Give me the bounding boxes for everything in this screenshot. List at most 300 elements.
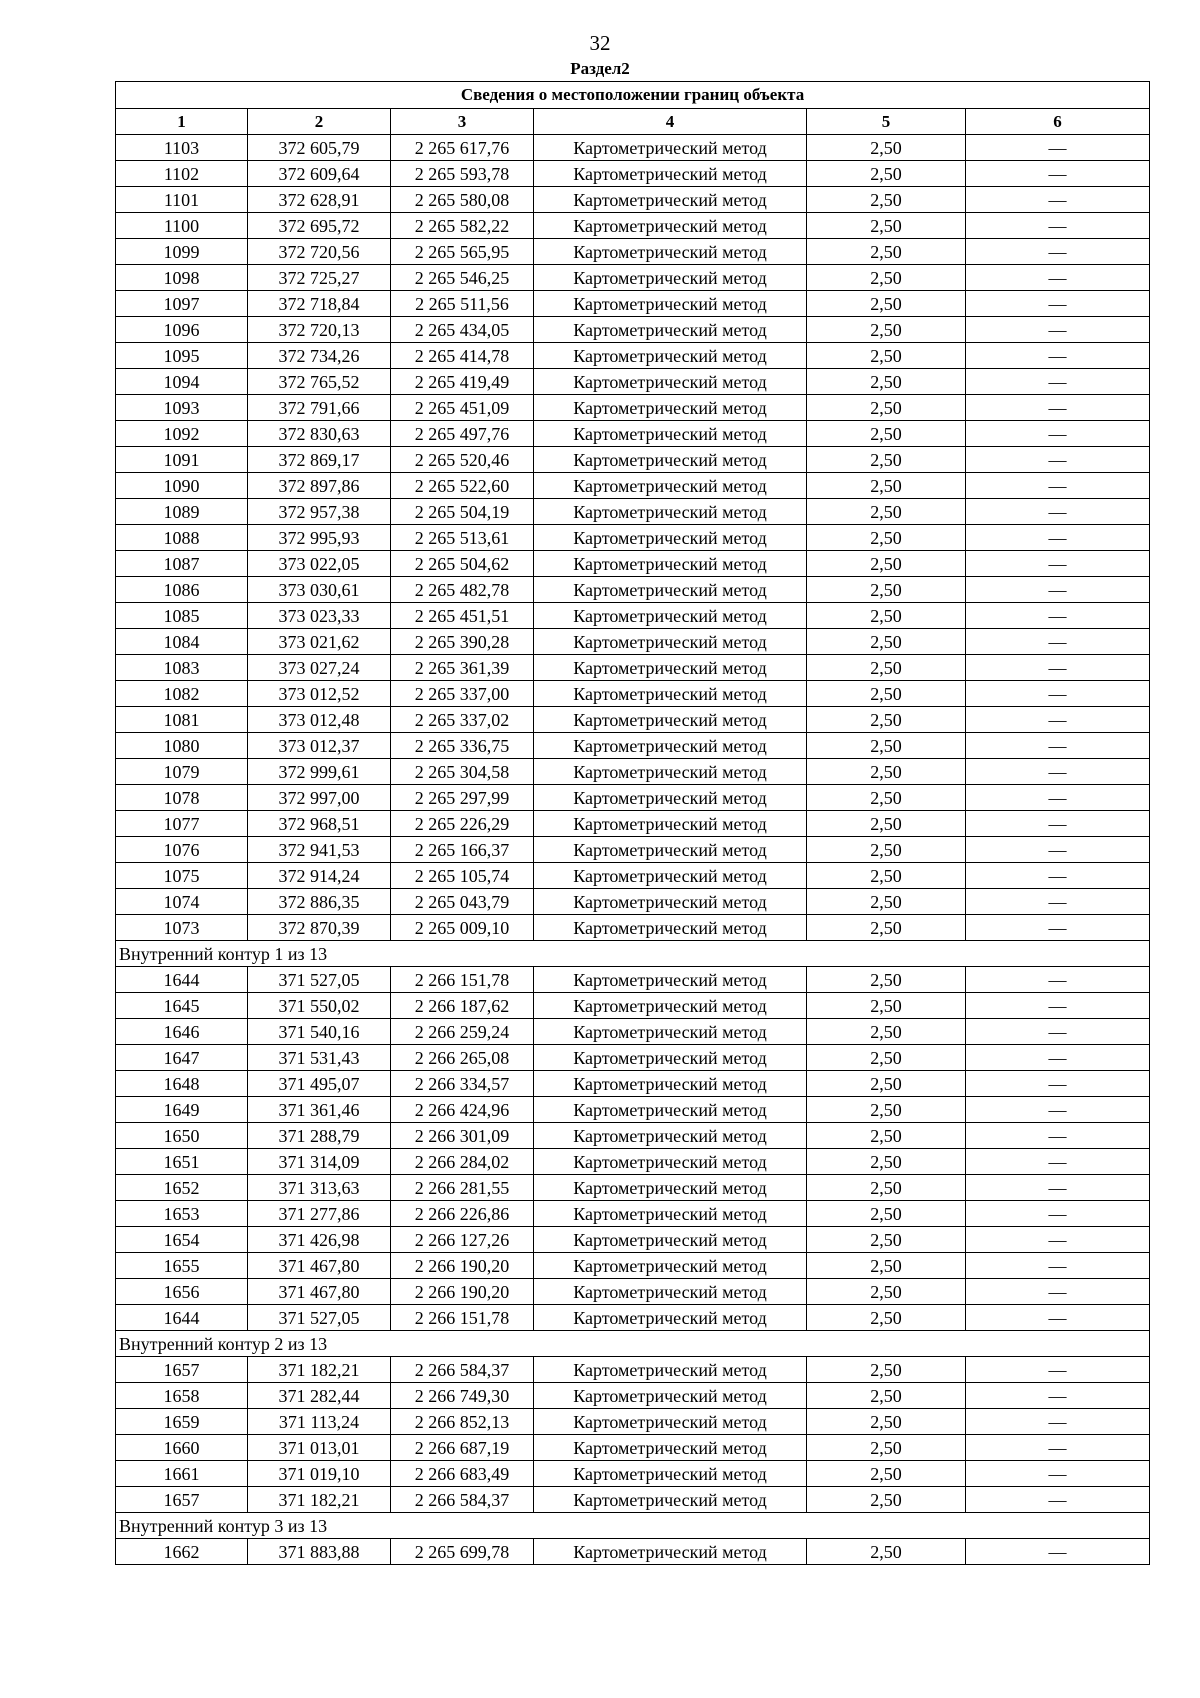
y-coordinate-cell: 2 266 683,49 [391,1461,534,1487]
column-header: 2 [248,109,391,135]
method-cell: Картометрический метод [534,681,807,707]
table-row [116,1409,1150,1435]
y-coordinate-cell: 2 265 414,78 [391,343,534,369]
table-row [116,1149,1150,1175]
point-number-cell: 1660 [116,1435,248,1461]
point-number-cell: 1088 [116,525,248,551]
description-cell: — [966,1071,1150,1097]
description-cell: — [966,993,1150,1019]
x-coordinate-cell: 371 467,80 [248,1279,391,1305]
method-cell: Картометрический метод [534,629,807,655]
table-row [116,759,1150,785]
table-row [116,733,1150,759]
point-number-cell: 1078 [116,785,248,811]
accuracy-cell: 2,50 [807,239,966,265]
x-coordinate-cell: 372 791,66 [248,395,391,421]
table-row [116,577,1150,603]
description-cell: — [966,213,1150,239]
table-row [116,1305,1150,1331]
description-cell: — [966,759,1150,785]
table-row [116,863,1150,889]
description-cell: — [966,967,1150,993]
point-number-cell: 1649 [116,1097,248,1123]
table-row [116,707,1150,733]
method-cell: Картометрический метод [534,707,807,733]
table-row [116,889,1150,915]
y-coordinate-cell: 2 265 593,78 [391,161,534,187]
method-cell: Картометрический метод [534,1227,807,1253]
x-coordinate-cell: 372 995,93 [248,525,391,551]
description-cell: — [966,1357,1150,1383]
description-cell: — [966,707,1150,733]
y-coordinate-cell: 2 266 334,57 [391,1071,534,1097]
point-number-cell: 1097 [116,291,248,317]
method-cell: Картометрический метод [534,473,807,499]
accuracy-cell: 2,50 [807,135,966,161]
accuracy-cell: 2,50 [807,1253,966,1279]
method-cell: Картометрический метод [534,1435,807,1461]
point-number-cell: 1091 [116,447,248,473]
description-cell: — [966,1383,1150,1409]
y-coordinate-cell: 2 265 504,19 [391,499,534,525]
method-cell: Картометрический метод [534,343,807,369]
description-cell: — [966,915,1150,941]
method-cell: Картометрический метод [534,915,807,941]
x-coordinate-cell: 371 277,86 [248,1201,391,1227]
table-row [116,1539,1150,1565]
description-cell: — [966,603,1150,629]
method-cell: Картометрический метод [534,1279,807,1305]
description-cell: — [966,629,1150,655]
y-coordinate-cell: 2 265 337,00 [391,681,534,707]
method-cell: Картометрический метод [534,265,807,291]
accuracy-cell: 2,50 [807,759,966,785]
method-cell: Картометрический метод [534,1123,807,1149]
y-coordinate-cell: 2 265 166,37 [391,837,534,863]
x-coordinate-cell: 371 361,46 [248,1097,391,1123]
y-coordinate-cell: 2 265 520,46 [391,447,534,473]
table-row [116,421,1150,447]
accuracy-cell: 2,50 [807,1045,966,1071]
method-cell: Картометрический метод [534,603,807,629]
x-coordinate-cell: 371 467,80 [248,1253,391,1279]
y-coordinate-cell: 2 266 687,19 [391,1435,534,1461]
point-number-cell: 1076 [116,837,248,863]
column-header-row [116,109,1150,135]
contour-label: Внутренний контур 1 из 13 [116,941,1150,967]
table-row [116,1045,1150,1071]
description-cell: — [966,343,1150,369]
contour-label: Внутренний контур 3 из 13 [116,1513,1150,1539]
table-row [116,993,1150,1019]
point-number-cell: 1647 [116,1045,248,1071]
y-coordinate-cell: 2 266 151,78 [391,967,534,993]
table-row [116,447,1150,473]
method-cell: Картометрический метод [534,1539,807,1565]
accuracy-cell: 2,50 [807,421,966,447]
y-coordinate-cell: 2 265 617,76 [391,135,534,161]
x-coordinate-cell: 372 734,26 [248,343,391,369]
method-cell: Картометрический метод [534,551,807,577]
point-number-cell: 1085 [116,603,248,629]
table-row [116,1123,1150,1149]
description-cell: — [966,369,1150,395]
x-coordinate-cell: 371 013,01 [248,1435,391,1461]
contour-header-row [116,941,1150,967]
accuracy-cell: 2,50 [807,499,966,525]
y-coordinate-cell: 2 265 451,51 [391,603,534,629]
description-cell: — [966,239,1150,265]
table-row [116,525,1150,551]
method-cell: Картометрический метод [534,395,807,421]
method-cell: Картометрический метод [534,291,807,317]
y-coordinate-cell: 2 266 259,24 [391,1019,534,1045]
y-coordinate-cell: 2 266 424,96 [391,1097,534,1123]
point-number-cell: 1086 [116,577,248,603]
table-row [116,1175,1150,1201]
column-header: 5 [807,109,966,135]
description-cell: — [966,1305,1150,1331]
description-cell: — [966,655,1150,681]
description-cell: — [966,1097,1150,1123]
method-cell: Картометрический метод [534,577,807,603]
y-coordinate-cell: 2 266 265,08 [391,1045,534,1071]
y-coordinate-cell: 2 265 419,49 [391,369,534,395]
x-coordinate-cell: 371 495,07 [248,1071,391,1097]
y-coordinate-cell: 2 266 301,09 [391,1123,534,1149]
accuracy-cell: 2,50 [807,395,966,421]
table-row [116,837,1150,863]
x-coordinate-cell: 373 012,48 [248,707,391,733]
point-number-cell: 1099 [116,239,248,265]
table-row [116,1279,1150,1305]
table-row [116,473,1150,499]
method-cell: Картометрический метод [534,889,807,915]
column-header: 6 [966,109,1150,135]
table-row [116,1253,1150,1279]
description-cell: — [966,187,1150,213]
section-title: Раздел2 [570,59,630,78]
point-number-cell: 1094 [116,369,248,395]
y-coordinate-cell: 2 265 043,79 [391,889,534,915]
description-cell: — [966,447,1150,473]
point-number-cell: 1661 [116,1461,248,1487]
description-cell: — [966,811,1150,837]
method-cell: Картометрический метод [534,1461,807,1487]
y-coordinate-cell: 2 266 151,78 [391,1305,534,1331]
description-cell: — [966,1435,1150,1461]
method-cell: Картометрический метод [534,1383,807,1409]
x-coordinate-cell: 372 765,52 [248,369,391,395]
point-number-cell: 1658 [116,1383,248,1409]
accuracy-cell: 2,50 [807,733,966,759]
description-cell: — [966,1123,1150,1149]
y-coordinate-cell: 2 265 699,78 [391,1539,534,1565]
accuracy-cell: 2,50 [807,1019,966,1045]
point-number-cell: 1652 [116,1175,248,1201]
y-coordinate-cell: 2 265 565,95 [391,239,534,265]
point-number-cell: 1074 [116,889,248,915]
y-coordinate-cell: 2 265 361,39 [391,655,534,681]
y-coordinate-cell: 2 266 190,20 [391,1253,534,1279]
description-cell: — [966,525,1150,551]
point-number-cell: 1087 [116,551,248,577]
x-coordinate-cell: 371 527,05 [248,967,391,993]
y-coordinate-cell: 2 265 297,99 [391,785,534,811]
description-cell: — [966,135,1150,161]
method-cell: Картометрический метод [534,1409,807,1435]
point-number-cell: 1096 [116,317,248,343]
accuracy-cell: 2,50 [807,863,966,889]
y-coordinate-cell: 2 265 336,75 [391,733,534,759]
x-coordinate-cell: 371 313,63 [248,1175,391,1201]
x-coordinate-cell: 372 997,00 [248,785,391,811]
description-cell: — [966,291,1150,317]
y-coordinate-cell: 2 266 127,26 [391,1227,534,1253]
accuracy-cell: 2,50 [807,993,966,1019]
table-body [116,135,1150,1565]
table-row [116,239,1150,265]
accuracy-cell: 2,50 [807,655,966,681]
x-coordinate-cell: 372 886,35 [248,889,391,915]
point-number-cell: 1092 [116,421,248,447]
method-cell: Картометрический метод [534,863,807,889]
method-cell: Картометрический метод [534,1149,807,1175]
accuracy-cell: 2,50 [807,889,966,915]
x-coordinate-cell: 372 718,84 [248,291,391,317]
accuracy-cell: 2,50 [807,1539,966,1565]
accuracy-cell: 2,50 [807,1279,966,1305]
column-header: 3 [391,109,534,135]
accuracy-cell: 2,50 [807,551,966,577]
accuracy-cell: 2,50 [807,213,966,239]
method-cell: Картометрический метод [534,187,807,213]
table-row [116,915,1150,941]
accuracy-cell: 2,50 [807,1305,966,1331]
accuracy-cell: 2,50 [807,525,966,551]
table-row [116,629,1150,655]
description-cell: — [966,785,1150,811]
x-coordinate-cell: 373 030,61 [248,577,391,603]
y-coordinate-cell: 2 265 451,09 [391,395,534,421]
accuracy-cell: 2,50 [807,629,966,655]
y-coordinate-cell: 2 266 584,37 [391,1487,534,1513]
x-coordinate-cell: 372 609,64 [248,161,391,187]
description-cell: — [966,733,1150,759]
y-coordinate-cell: 2 265 511,56 [391,291,534,317]
description-cell: — [966,1201,1150,1227]
x-coordinate-cell: 373 023,33 [248,603,391,629]
table-row [116,317,1150,343]
accuracy-cell: 2,50 [807,577,966,603]
method-cell: Картометрический метод [534,785,807,811]
method-cell: Картометрический метод [534,1071,807,1097]
point-number-cell: 1093 [116,395,248,421]
table-row [116,967,1150,993]
point-number-cell: 1646 [116,1019,248,1045]
table-row [116,265,1150,291]
method-cell: Картометрический метод [534,421,807,447]
method-cell: Картометрический метод [534,161,807,187]
accuracy-cell: 2,50 [807,1097,966,1123]
accuracy-cell: 2,50 [807,291,966,317]
x-coordinate-cell: 372 628,91 [248,187,391,213]
y-coordinate-cell: 2 265 009,10 [391,915,534,941]
x-coordinate-cell: 372 941,53 [248,837,391,863]
method-cell: Картометрический метод [534,1175,807,1201]
accuracy-cell: 2,50 [807,707,966,733]
description-cell: — [966,317,1150,343]
point-number-cell: 1644 [116,1305,248,1331]
point-number-cell: 1651 [116,1149,248,1175]
point-number-cell: 1656 [116,1279,248,1305]
accuracy-cell: 2,50 [807,837,966,863]
point-number-cell: 1083 [116,655,248,681]
accuracy-cell: 2,50 [807,369,966,395]
description-cell: — [966,1227,1150,1253]
description-cell: — [966,161,1150,187]
point-number-cell: 1095 [116,343,248,369]
table-row [116,135,1150,161]
accuracy-cell: 2,50 [807,1435,966,1461]
accuracy-cell: 2,50 [807,785,966,811]
y-coordinate-cell: 2 266 749,30 [391,1383,534,1409]
accuracy-cell: 2,50 [807,161,966,187]
accuracy-cell: 2,50 [807,681,966,707]
x-coordinate-cell: 373 027,24 [248,655,391,681]
y-coordinate-cell: 2 265 434,05 [391,317,534,343]
y-coordinate-cell: 2 265 390,28 [391,629,534,655]
description-cell: — [966,1253,1150,1279]
accuracy-cell: 2,50 [807,317,966,343]
description-cell: — [966,265,1150,291]
point-number-cell: 1659 [116,1409,248,1435]
point-number-cell: 1079 [116,759,248,785]
table-row [116,1227,1150,1253]
accuracy-cell: 2,50 [807,1149,966,1175]
description-cell: — [966,1279,1150,1305]
description-cell: — [966,1539,1150,1565]
x-coordinate-cell: 371 531,43 [248,1045,391,1071]
y-coordinate-cell: 2 265 504,62 [391,551,534,577]
table-caption: Сведения о местоположении границ объекта [116,82,1150,109]
table-row [116,1071,1150,1097]
point-number-cell: 1644 [116,967,248,993]
y-coordinate-cell: 2 265 482,78 [391,577,534,603]
description-cell: — [966,863,1150,889]
point-number-cell: 1082 [116,681,248,707]
method-cell: Картометрический метод [534,1019,807,1045]
accuracy-cell: 2,50 [807,447,966,473]
x-coordinate-cell: 372 830,63 [248,421,391,447]
accuracy-cell: 2,50 [807,265,966,291]
y-coordinate-cell: 2 265 337,02 [391,707,534,733]
accuracy-cell: 2,50 [807,1175,966,1201]
point-number-cell: 1102 [116,161,248,187]
y-coordinate-cell: 2 265 513,61 [391,525,534,551]
description-cell: — [966,551,1150,577]
y-coordinate-cell: 2 265 226,29 [391,811,534,837]
table-row [116,343,1150,369]
point-number-cell: 1662 [116,1539,248,1565]
y-coordinate-cell: 2 266 852,13 [391,1409,534,1435]
table-row [116,681,1150,707]
table-row [116,1461,1150,1487]
x-coordinate-cell: 372 968,51 [248,811,391,837]
description-cell: — [966,1045,1150,1071]
table-row [116,603,1150,629]
point-number-cell: 1073 [116,915,248,941]
x-coordinate-cell: 371 550,02 [248,993,391,1019]
description-cell: — [966,837,1150,863]
x-coordinate-cell: 372 869,17 [248,447,391,473]
x-coordinate-cell: 371 314,09 [248,1149,391,1175]
accuracy-cell: 2,50 [807,1461,966,1487]
method-cell: Картометрический метод [534,1045,807,1071]
y-coordinate-cell: 2 266 584,37 [391,1357,534,1383]
accuracy-cell: 2,50 [807,473,966,499]
method-cell: Картометрический метод [534,239,807,265]
point-number-cell: 1101 [116,187,248,213]
method-cell: Картометрический метод [534,1357,807,1383]
description-cell: — [966,889,1150,915]
method-cell: Картометрический метод [534,759,807,785]
table-row [116,1435,1150,1461]
x-coordinate-cell: 372 870,39 [248,915,391,941]
description-cell: — [966,1487,1150,1513]
method-cell: Картометрический метод [534,135,807,161]
x-coordinate-cell: 372 695,72 [248,213,391,239]
point-number-cell: 1090 [116,473,248,499]
accuracy-cell: 2,50 [807,1383,966,1409]
x-coordinate-cell: 371 540,16 [248,1019,391,1045]
x-coordinate-cell: 372 897,86 [248,473,391,499]
table-row [116,369,1150,395]
x-coordinate-cell: 373 012,37 [248,733,391,759]
y-coordinate-cell: 2 266 281,55 [391,1175,534,1201]
point-number-cell: 1657 [116,1357,248,1383]
column-header: 1 [116,109,248,135]
accuracy-cell: 2,50 [807,603,966,629]
method-cell: Картометрический метод [534,837,807,863]
x-coordinate-cell: 372 999,61 [248,759,391,785]
method-cell: Картометрический метод [534,811,807,837]
table-row [116,655,1150,681]
accuracy-cell: 2,50 [807,343,966,369]
x-coordinate-cell: 372 725,27 [248,265,391,291]
y-coordinate-cell: 2 266 187,62 [391,993,534,1019]
description-cell: — [966,1461,1150,1487]
column-header: 4 [534,109,807,135]
accuracy-cell: 2,50 [807,1227,966,1253]
table-row [116,213,1150,239]
accuracy-cell: 2,50 [807,187,966,213]
point-number-cell: 1654 [116,1227,248,1253]
point-number-cell: 1657 [116,1487,248,1513]
x-coordinate-cell: 372 914,24 [248,863,391,889]
point-number-cell: 1645 [116,993,248,1019]
y-coordinate-cell: 2 265 497,76 [391,421,534,447]
x-coordinate-cell: 373 012,52 [248,681,391,707]
x-coordinate-cell: 371 113,24 [248,1409,391,1435]
point-number-cell: 1100 [116,213,248,239]
contour-header-row [116,1331,1150,1357]
accuracy-cell: 2,50 [807,1123,966,1149]
table-row [116,1201,1150,1227]
table-row [116,187,1150,213]
x-coordinate-cell: 371 527,05 [248,1305,391,1331]
x-coordinate-cell: 371 883,88 [248,1539,391,1565]
